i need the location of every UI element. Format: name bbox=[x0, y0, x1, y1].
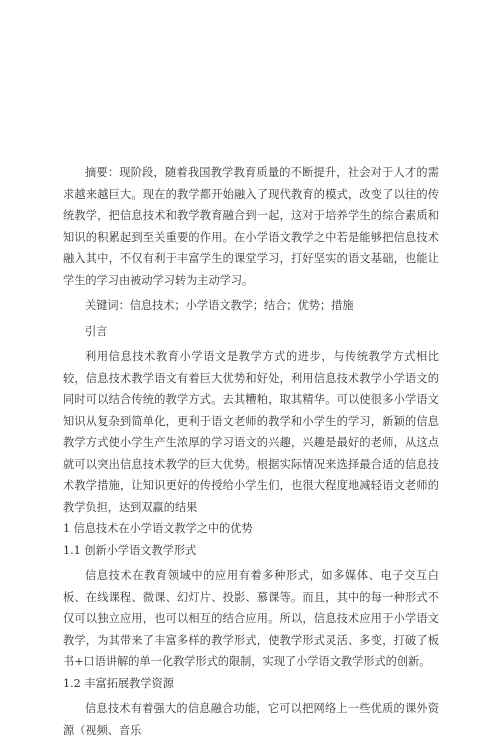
intro-heading: 引言 bbox=[85, 324, 108, 338]
document-body bbox=[63, 162, 439, 741]
keywords-line: 关键词：信息技术；小学语文教学；结合；优势；措施 bbox=[85, 299, 354, 312]
abstract-paragraph: 摘要：现阶段，随着我国教学教育质量的不断提升，社会对于人才的需求越来越巨大。现在的教学都开始融入了现代教育的模式，改变了以往的传统教学，把信息技术和教学教育融合到一起，这对于培养学生的综合素质和知识的积累起到至关重要的作用。在小学语文教学之中若是能够把信息技术融入其中，不仅有利于丰富学生的课堂学习，打好坚实的语文基础，也能让学生的学习由被动学习转为主动学习。 bbox=[63, 166, 439, 287]
section-1-1-paragraph: 信息技术在教育领域中的应用有着多种形式，如多媒体、电子交互白板、在线课程、微课、幻灯片、投影、慕课等。而且，其中的每一种形式不仅可以独立应用，也可以相互的结合应用。所以，信息技术应用于小学语文教学，为其带来了丰富多样的教学形式，使教学形式灵活、多变，打破了板书+口语讲解的单一化教学形式的限制，实现了小学语文教学形式的创新。 bbox=[63, 569, 439, 668]
section-1-2-paragraph: 信息技术有着强大的信息融合功能，它可以把网络上一些优质的课外资源（视频、音乐 bbox=[63, 702, 439, 737]
intro-paragraph: 利用信息技术教育小学语文是教学方式的进步，与传统教学方式相比较，信息技术教学语文有着巨大优势和好处，利用信息技术教学小学语文的同时可以结合传统的教学方式。去其糟粕，取其精华。可以使很多小学语文知识从复杂到简单化，更利于语文老师的教学和小学生的学习，新颖的信息教学方式使小学生产生浓厚的学习语文的兴趣，兴趣是最好的老师，从这点就可以突出信息技术教学的巨大优势。根据实际情况来选择最合适的信息技术教学措施，让知识更好的传授给小学生们，也很大程度地减轻语文老师的教学负担，达到双赢的结果 bbox=[63, 350, 439, 514]
section-1-heading: 1 信息技术在小学语文教学之中的优势 bbox=[63, 522, 253, 535]
section-1-2-heading: 1.2 丰富拓展教学资源 bbox=[63, 676, 174, 690]
section-1-1-heading: 1.1 创新小学语文教学形式 bbox=[63, 543, 197, 557]
